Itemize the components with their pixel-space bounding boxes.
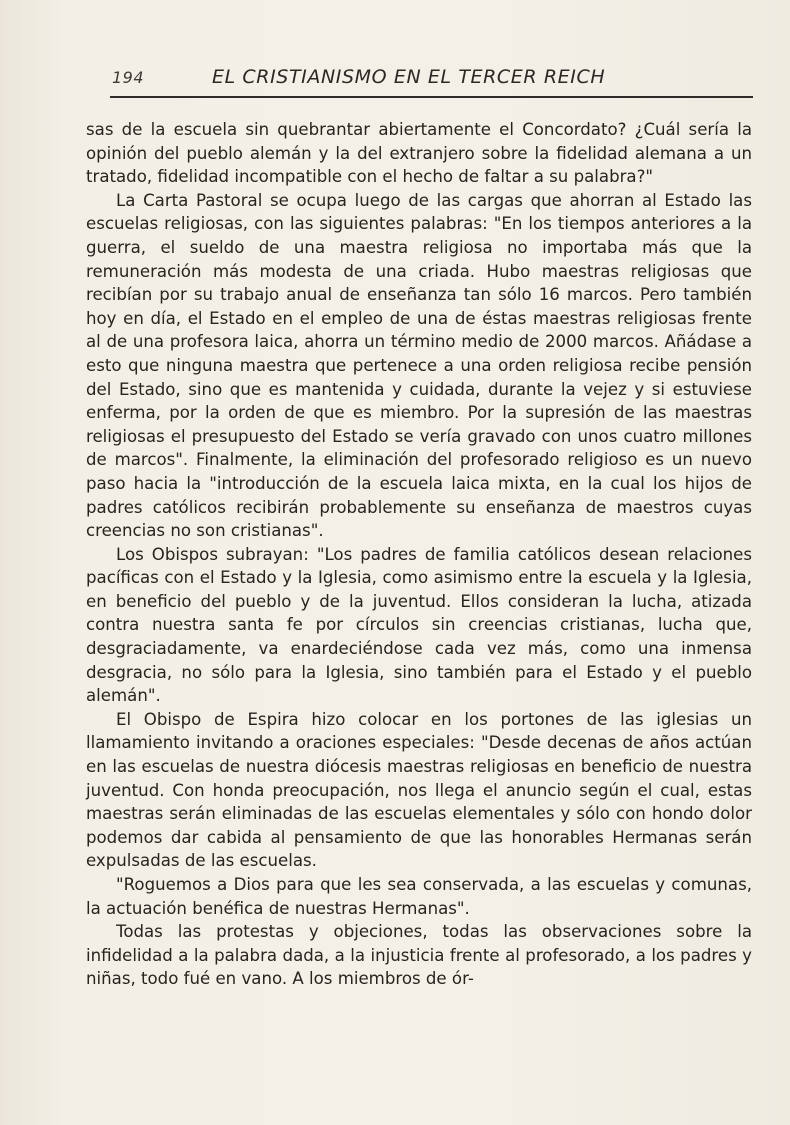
paragraph: La Carta Pastoral se ocupa luego de las cargas que ahorran al Estado las escuelas religiosas, con las siguientes palabras: "En los tiempos anteriores a la guerra, el sueldo de una maestra religiosa no importaba más que la remuneración más modesta de una criada. Hubo maestras religiosas que recibían por su trabajo anual de enseñanza tan sólo 16 marcos. Pero también hoy en día, el Estado en el empleo de una de éstas maestras religiosas frente al de una profesora laica, ahorra un término medio de 2000 marcos. Añádase a esto que ninguna maestra que pertenece a una orden religiosa recibe pensión del Estado, sino que es mantenida y cuidada, durante la vejez y si estuviese enferma, por la orden de que es miembro. Por la supresión de las maestras religiosas el presupuesto del Estado se vería gravado con unos cuatro millones de marcos". Finalmente, la eliminación del profesorado religioso es un nuevo paso hacia la "introducción de la escuela laica mixta, en la cual los hijos de padres católicos recibirán probablemente su enseñanza de maestros cuyas creencias no son cristianas". bbox=[86, 190, 752, 541]
paragraph: Todas las protestas y objeciones, todas las observaciones sobre la infidelidad a la palabra dada, a la injusticia frente al profesorado, a los padres y niñas, todo fué en vano. A los miembros de ór- bbox=[86, 922, 752, 989]
page-header bbox=[112, 64, 752, 92]
running-title: EL CRISTIANISMO EN EL TERCER REICH bbox=[212, 66, 606, 88]
paragraph: El Obispo de Espira hizo colocar en los portones de las iglesias un llamamiento invitando a oraciones especiales: "Desde decenas de años actúan en las escuelas de nuestra diócesis maestras religiosas en beneficio de nuestra juventud. Con honda preocupación, nos llega el anuncio según el cual, estas maestras serán eliminadas de las escuelas elementales y sólo con hondo dolor podemos dar cabida al pensamiento de que las honorables Hermanas serán expulsadas de las escuelas. bbox=[86, 709, 752, 871]
header-rule bbox=[110, 96, 753, 98]
paragraph: Los Obispos subrayan: "Los padres de familia católicos desean relaciones pacíficas con el Estado y la Iglesia, como asimismo entre la escuela y la Iglesia, en beneficio del pueblo y de la juventud. Ellos consideran la lucha, atizada contra nuestra santa fe por círculos sin creencias cristianas, lucha que, desgraciadamente, va enardeciéndose cada vez más, como una inmensa desgracia, no sólo para la Iglesia, sino también para el Estado y el pueblo alemán". bbox=[86, 544, 752, 706]
paragraph-continued: sas de la escuela sin quebrantar abiertamente el Concordato? ¿Cuál sería la opinión del pueblo alemán y la del extranjero sobre la fidelidad alemana a un tratado, fidelidad incompatible con el hecho de faltar a su palabra?" bbox=[86, 120, 752, 187]
body-text bbox=[86, 118, 752, 991]
page-number: 194 bbox=[112, 68, 145, 87]
paragraph: "Roguemos a Dios para que les sea conservada, a las escuelas y comunas, la actuación benéfica de nuestras Hermanas". bbox=[86, 875, 752, 918]
